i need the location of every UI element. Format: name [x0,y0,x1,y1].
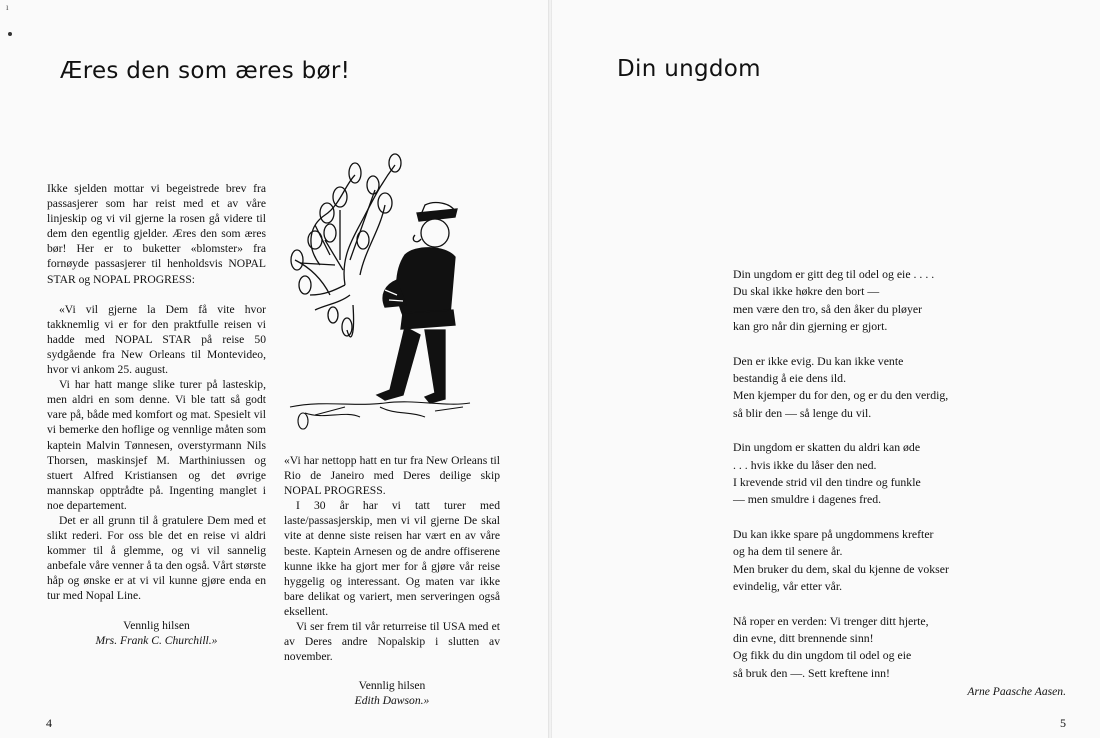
poem-line: så bruk den —. Sett kreftene inn! [733,665,890,680]
page-number-right: 5 [1060,716,1066,730]
poem-line: Du kan ikke spare på ungdommens krefter [733,527,934,542]
poem-stanza [733,526,949,595]
letter-column-2 [284,453,500,709]
poem-stanza [733,613,949,682]
letter-paragraph: I 30 år har vi tatt turer med laste/passasjerskip, men vi vil gjerne De skal vite at denne siste reisen har vært en av våre beste. Kaptein Arnesen og de andre offiserene kunne ikke ha gjort mer for å gjøre vår reise hyggelig og interessant. Og maten var ikke bare delikat og variert, men serveringen også eksellent. [284,499,500,618]
letter-paragraph: Det er all grunn til å gratulere Dem med et slikt rederi. For oss ble det en reise vi aldri kommer til å glemme, og vi vil sannelig anbefale våre venner å ta den også. Vårt største håp og ønske er at vi vil kunne gjøre enda en tur med Nopal Line. [47,513,267,603]
greeting: Vennlig hilsen [123,618,190,632]
poem-line: Din ungdom er gitt deg til odel og eie . . . . [733,267,935,281]
letter-paragraph: «Vi vil gjerne la Dem få vite hvor takknemlig vi er for den praktfulle reisen vi hadde med NOPAL STAR på reise 50 sydgående fra New Orleans til Montevideo, hvor vi ankom 25. august. [47,302,266,377]
signature: Edith Dawson.» [354,694,430,708]
poem-line: Men kjemper du for den, og er du den verdig, [733,388,949,403]
poem-line: så blir den — så lenge du vil. [733,405,872,420]
letter-signoff [47,618,266,648]
poem [733,266,949,699]
poem-line: I krevende strid vil den tindre og funkle [733,474,921,489]
scan-mark: ı [6,2,9,12]
poem-line: Din ungdom er skatten du aldri kan øde [733,440,921,455]
poem-line: Den er ikke evig. Du kan ikke vente [733,353,904,368]
poem-line: men være den tro, så den åker du pløyer [733,301,923,316]
poem-line: Nå roper en verden: Vi trenger ditt hjerte, [733,613,929,628]
scan-dot [8,32,12,36]
sailor-with-bouquet-illustration [285,145,477,435]
intro-paragraph: Ikke sjelden mottar vi begeistrede brev fra passasjerer som har reist med et av våre linjeskip og vi vil gjerne la rosen gå videre til dem den egentlig gjelder. Æres den som æres bør! Her er to buketter «blomster» fra fornøyde passasjerer til henholdsvis NOPAL STAR og NOPAL PROGRESS: [47,182,266,286]
poem-stanza [733,266,949,335]
poem-stanza [733,439,949,508]
right-page-title: Din ungdom [617,56,761,82]
page-number-left: 4 [46,716,52,730]
signature: Mrs. Frank C. Churchill.» [95,633,218,647]
left-page-title: Æres den som æres bør! [60,58,351,84]
letter-paragraph: «Vi har nettopp hatt en tur fra New Orleans til Rio de Janeiro med Deres deilige skip NOPAL PROGRESS. [284,454,500,498]
greeting: Vennlig hilsen [358,679,426,693]
poem-author: Arne Paasche Aasen. [967,685,1066,698]
poem-line: — men smuldre i dagenes fred. [733,492,882,507]
poem-line: . . . hvis ikke du låser den ned. [733,457,877,472]
page-gutter [548,0,552,738]
poem-line: din evne, ditt brennende sinn! [733,631,874,646]
poem-line: bestandig å eie dens ild. [733,370,847,385]
letter-paragraph: Vi har hatt mange slike turer på lasteskip, men aldri en som denne. Vi ble tatt så godt vare på, både med komfort og mat. Spesielt vil vi bemerke den hoflige og vennlige måten som kaptein Malvin Tønnesen, overstyrmann Nils Thorsen, maskinsjef M. Marthiniussen og stuert Alfred Kristiansen og det øvrige mannskap opptrådte på. Ingenting manglet i noe departement. [47,378,266,512]
poem-line: Og fikk du din ungdom til odel og eie [733,648,912,663]
poem-stanza [733,353,949,422]
letter-paragraph: Vi ser frem til vår returreise til USA med et av Deres andre Nopalskip i slutten av november. [284,620,500,664]
poem-line: og ha dem til senere år. [733,544,843,559]
poem-line: evindelig, vår etter vår. [733,578,843,593]
letter-column-1 [47,181,266,648]
poem-line: Men bruker du dem, skal du kjenne de vokser [733,561,949,576]
poem-line: Du skal ikke høkre den bort — [733,284,880,299]
poem-line: kan gro når din gjerning er gjort. [733,318,888,333]
letter-signoff [284,678,500,708]
